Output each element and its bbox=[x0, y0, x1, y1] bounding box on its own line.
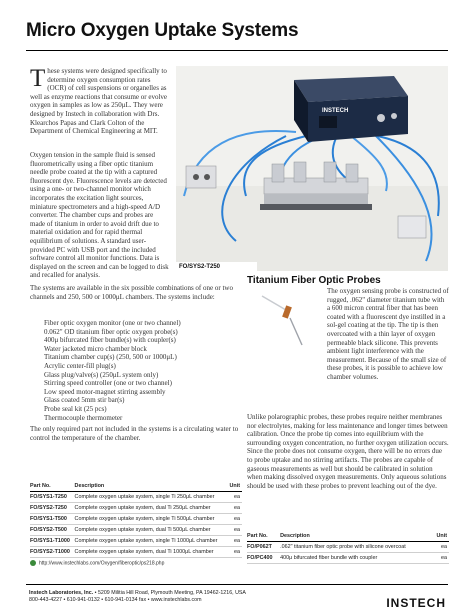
part-number-cell: FO/SYS1-T500 bbox=[30, 514, 75, 525]
product-photo-illustration bbox=[176, 66, 448, 271]
description-cell: .062" titanium fiber optic probe with silicone overcoat bbox=[280, 542, 434, 553]
table-row bbox=[30, 525, 242, 536]
unit-cell: ea bbox=[229, 547, 242, 558]
product-photo bbox=[176, 66, 448, 271]
instech-logo: INSTECH bbox=[386, 596, 446, 610]
description-cell: Complete oxygen uptake system, single Ti 500μL chamber bbox=[75, 514, 229, 525]
table-header-row bbox=[30, 482, 242, 492]
dropcap: T bbox=[30, 65, 46, 92]
description-cell: Complete oxygen uptake system, dual Ti 1000μL chamber bbox=[75, 547, 229, 558]
list-item: Probe seal kit (25 pcs) bbox=[44, 404, 107, 413]
product-url-text[interactable]: http://www.instechlabs.com/Oxygen/fiberoptic/ps218.php bbox=[39, 560, 165, 567]
unit-cell: ea bbox=[434, 553, 449, 564]
part-number-cell: FO/PC400 bbox=[247, 553, 280, 564]
description-cell: Complete oxygen uptake system, dual Ti 250μL chamber bbox=[75, 503, 229, 514]
table-row bbox=[30, 547, 242, 558]
part-number-cell: FO/SYS1-T1000 bbox=[30, 536, 75, 547]
table-row bbox=[30, 503, 242, 514]
table-row bbox=[247, 553, 449, 564]
description-cell: 400μ bifurcated fiber bundle with coupler bbox=[280, 553, 434, 564]
part-number-cell: FO/SYS2-T500 bbox=[30, 525, 75, 536]
company-name: Instech Laboratories, Inc. bbox=[29, 590, 94, 596]
unit-cell: ea bbox=[229, 503, 242, 514]
table-row bbox=[30, 492, 242, 503]
probes-paragraph-1: The oxygen sensing probe is constructed of rugged, .062" diameter titanium tube with a 600 micron central fiber that has been coated with a fluorescent dye instilled in a sol-gel coating at the tip. The tip is then overcoated with a thin layer of oxygen permeable black silicone. This prevents ambient light interference with the measurement. Because of the small size of these probes, it is possible to achieve low chamber volumes. bbox=[327, 287, 449, 381]
includes-list bbox=[44, 319, 181, 422]
part-number-cell: FO/SYS2-T1000 bbox=[30, 547, 75, 558]
required-part-paragraph: The only required part not included in the systems is a circulating water to control the temperature of the chamber. bbox=[30, 425, 239, 442]
page-title: Micro Oxygen Uptake Systems bbox=[26, 20, 299, 41]
list-item: Low speed motor-magnet stirring assembly bbox=[44, 387, 166, 396]
list-item: Fiber optic oxygen monitor (one or two channel) bbox=[44, 319, 181, 327]
list-item: Stirring speed controller (one or two channel) bbox=[44, 379, 172, 388]
systems-paragraph: The systems are available in the six possible combinations of one or two channels and 250, 500 or 1000μL chambers. The systems include: bbox=[30, 284, 233, 301]
intro-paragraph bbox=[30, 67, 168, 136]
column-header: Unit bbox=[434, 532, 449, 542]
list-item: Glass coated 5mm stir bar(s) bbox=[44, 396, 125, 405]
unit-cell: ea bbox=[229, 492, 242, 503]
intro-text: hese systems were designed specifically to determine oxygen consumption rates (OCR) of cell suspensions or organelles as well as enzyme reactions that consume or evolve oxygen in samples as low as 250μL. They were designed by Instech in collaboration with Drs. Klearchos Papas and Clark Colton of the Department of Chemical Engineering at MIT. bbox=[30, 67, 168, 136]
systems-parts-table bbox=[30, 482, 242, 558]
column-header: Part No. bbox=[30, 482, 75, 492]
footer-contact: 800-443-4227 • 610-941-0132 • 610-941-0134 fax • www.instechlabs.com bbox=[29, 597, 202, 603]
list-item: Thermocouple thermometer bbox=[44, 413, 123, 422]
part-number-cell: FO/SYS1-T250 bbox=[30, 492, 75, 503]
stir-controller bbox=[186, 166, 216, 188]
probe-parts-table bbox=[247, 532, 449, 564]
unit-cell: ea bbox=[229, 514, 242, 525]
description-cell: Complete oxygen uptake system, single Ti 250μL chamber bbox=[75, 492, 229, 503]
footer-rule bbox=[26, 584, 448, 585]
oxygen-tension-paragraph: Oxygen tension in the sample fluid is sensed fluorometrically using a fiber optic titanium needle probe coated at the tip with a captured fluorescent dye. Fluorescence levels are detected using a one- or two-channel monitor which incorporates the excitation light sources, miniature spectrometers and a high-speed A/D converter. The chamber cups and probes are made of titanium in order to avoid drift due to material oxidation and for rapid thermal equilibrium of solutions. A standard user-provided PC with USB port and the included software control all monitor functions. Data is displayed on the screen and can be logged to disk and recalled for analysis. bbox=[30, 151, 169, 280]
probes-paragraph-1a bbox=[327, 287, 449, 382]
footer bbox=[29, 590, 246, 604]
footer-address bbox=[29, 590, 246, 597]
list-item: 400μ bifurcated fiber bundle(s) with coupler(s) bbox=[44, 336, 176, 345]
list-item: Water jacketed micro chamber block bbox=[44, 344, 147, 353]
probes-paragraph-2: Unlike polarographic probes, these probes require neither membranes nor electrolytes, making for less maintenance and longer times between calibration. Once the probe tip comes into equilibrium with the surrounding oxygen concentration, no further oxygen utilization occurs. Since the probe does not consume oxygen, there will be no errors due to probe uptake and no stirring artifacts. The probes are capable of gaseous measurements as well but should be calibrated in solution when making dissolved oxygen measurements. Only aqueous solutions should be used with these probes to prevent leaching out of the dye. bbox=[247, 413, 449, 490]
column-header: Part No. bbox=[247, 532, 280, 542]
column-header: Unit bbox=[229, 482, 242, 492]
table-row bbox=[30, 536, 242, 547]
oxygen-monitor-box bbox=[294, 76, 408, 142]
device-brand-label: INSTECH bbox=[322, 108, 349, 114]
unit-cell: ea bbox=[229, 536, 242, 547]
table-row bbox=[247, 542, 449, 553]
table-header-row bbox=[247, 532, 449, 542]
part-number-cell: FO/SYS2-T250 bbox=[30, 503, 75, 514]
probes-heading: Titanium Fiber Optic Probes bbox=[247, 275, 381, 286]
description-cell: Complete oxygen uptake system, single Ti 1000μL chamber bbox=[75, 536, 229, 547]
product-url[interactable] bbox=[30, 560, 164, 566]
photo-caption: FO/SYS2-T250 bbox=[176, 262, 257, 272]
unit-cell: ea bbox=[229, 525, 242, 536]
part-number-cell: FO/P062T bbox=[247, 542, 280, 553]
description-cell: Complete oxygen uptake system, dual Ti 500μL chamber bbox=[75, 525, 229, 536]
list-item: Glass plug/valve(s) (250μL system only) bbox=[44, 370, 159, 379]
list-item: Titanium chamber cup(s) (250, 500 or 1000μL) bbox=[44, 353, 177, 362]
column-header: Description bbox=[280, 532, 434, 542]
title-rule bbox=[26, 50, 448, 51]
thermometer bbox=[398, 216, 426, 238]
list-item: 0.062" OD titanium fiber optic oxygen probe(s) bbox=[44, 327, 178, 336]
titanium-probe-image bbox=[250, 290, 322, 350]
list-item: Acrylic center-fill plug(s) bbox=[44, 361, 116, 370]
table-row bbox=[30, 514, 242, 525]
address-text: • 5209 Militia Hill Road, Plymouth Meeting, PA 19462-1216, USA bbox=[93, 590, 246, 596]
unit-cell: ea bbox=[434, 542, 449, 553]
column-header: Description bbox=[75, 482, 229, 492]
globe-icon bbox=[30, 560, 36, 566]
